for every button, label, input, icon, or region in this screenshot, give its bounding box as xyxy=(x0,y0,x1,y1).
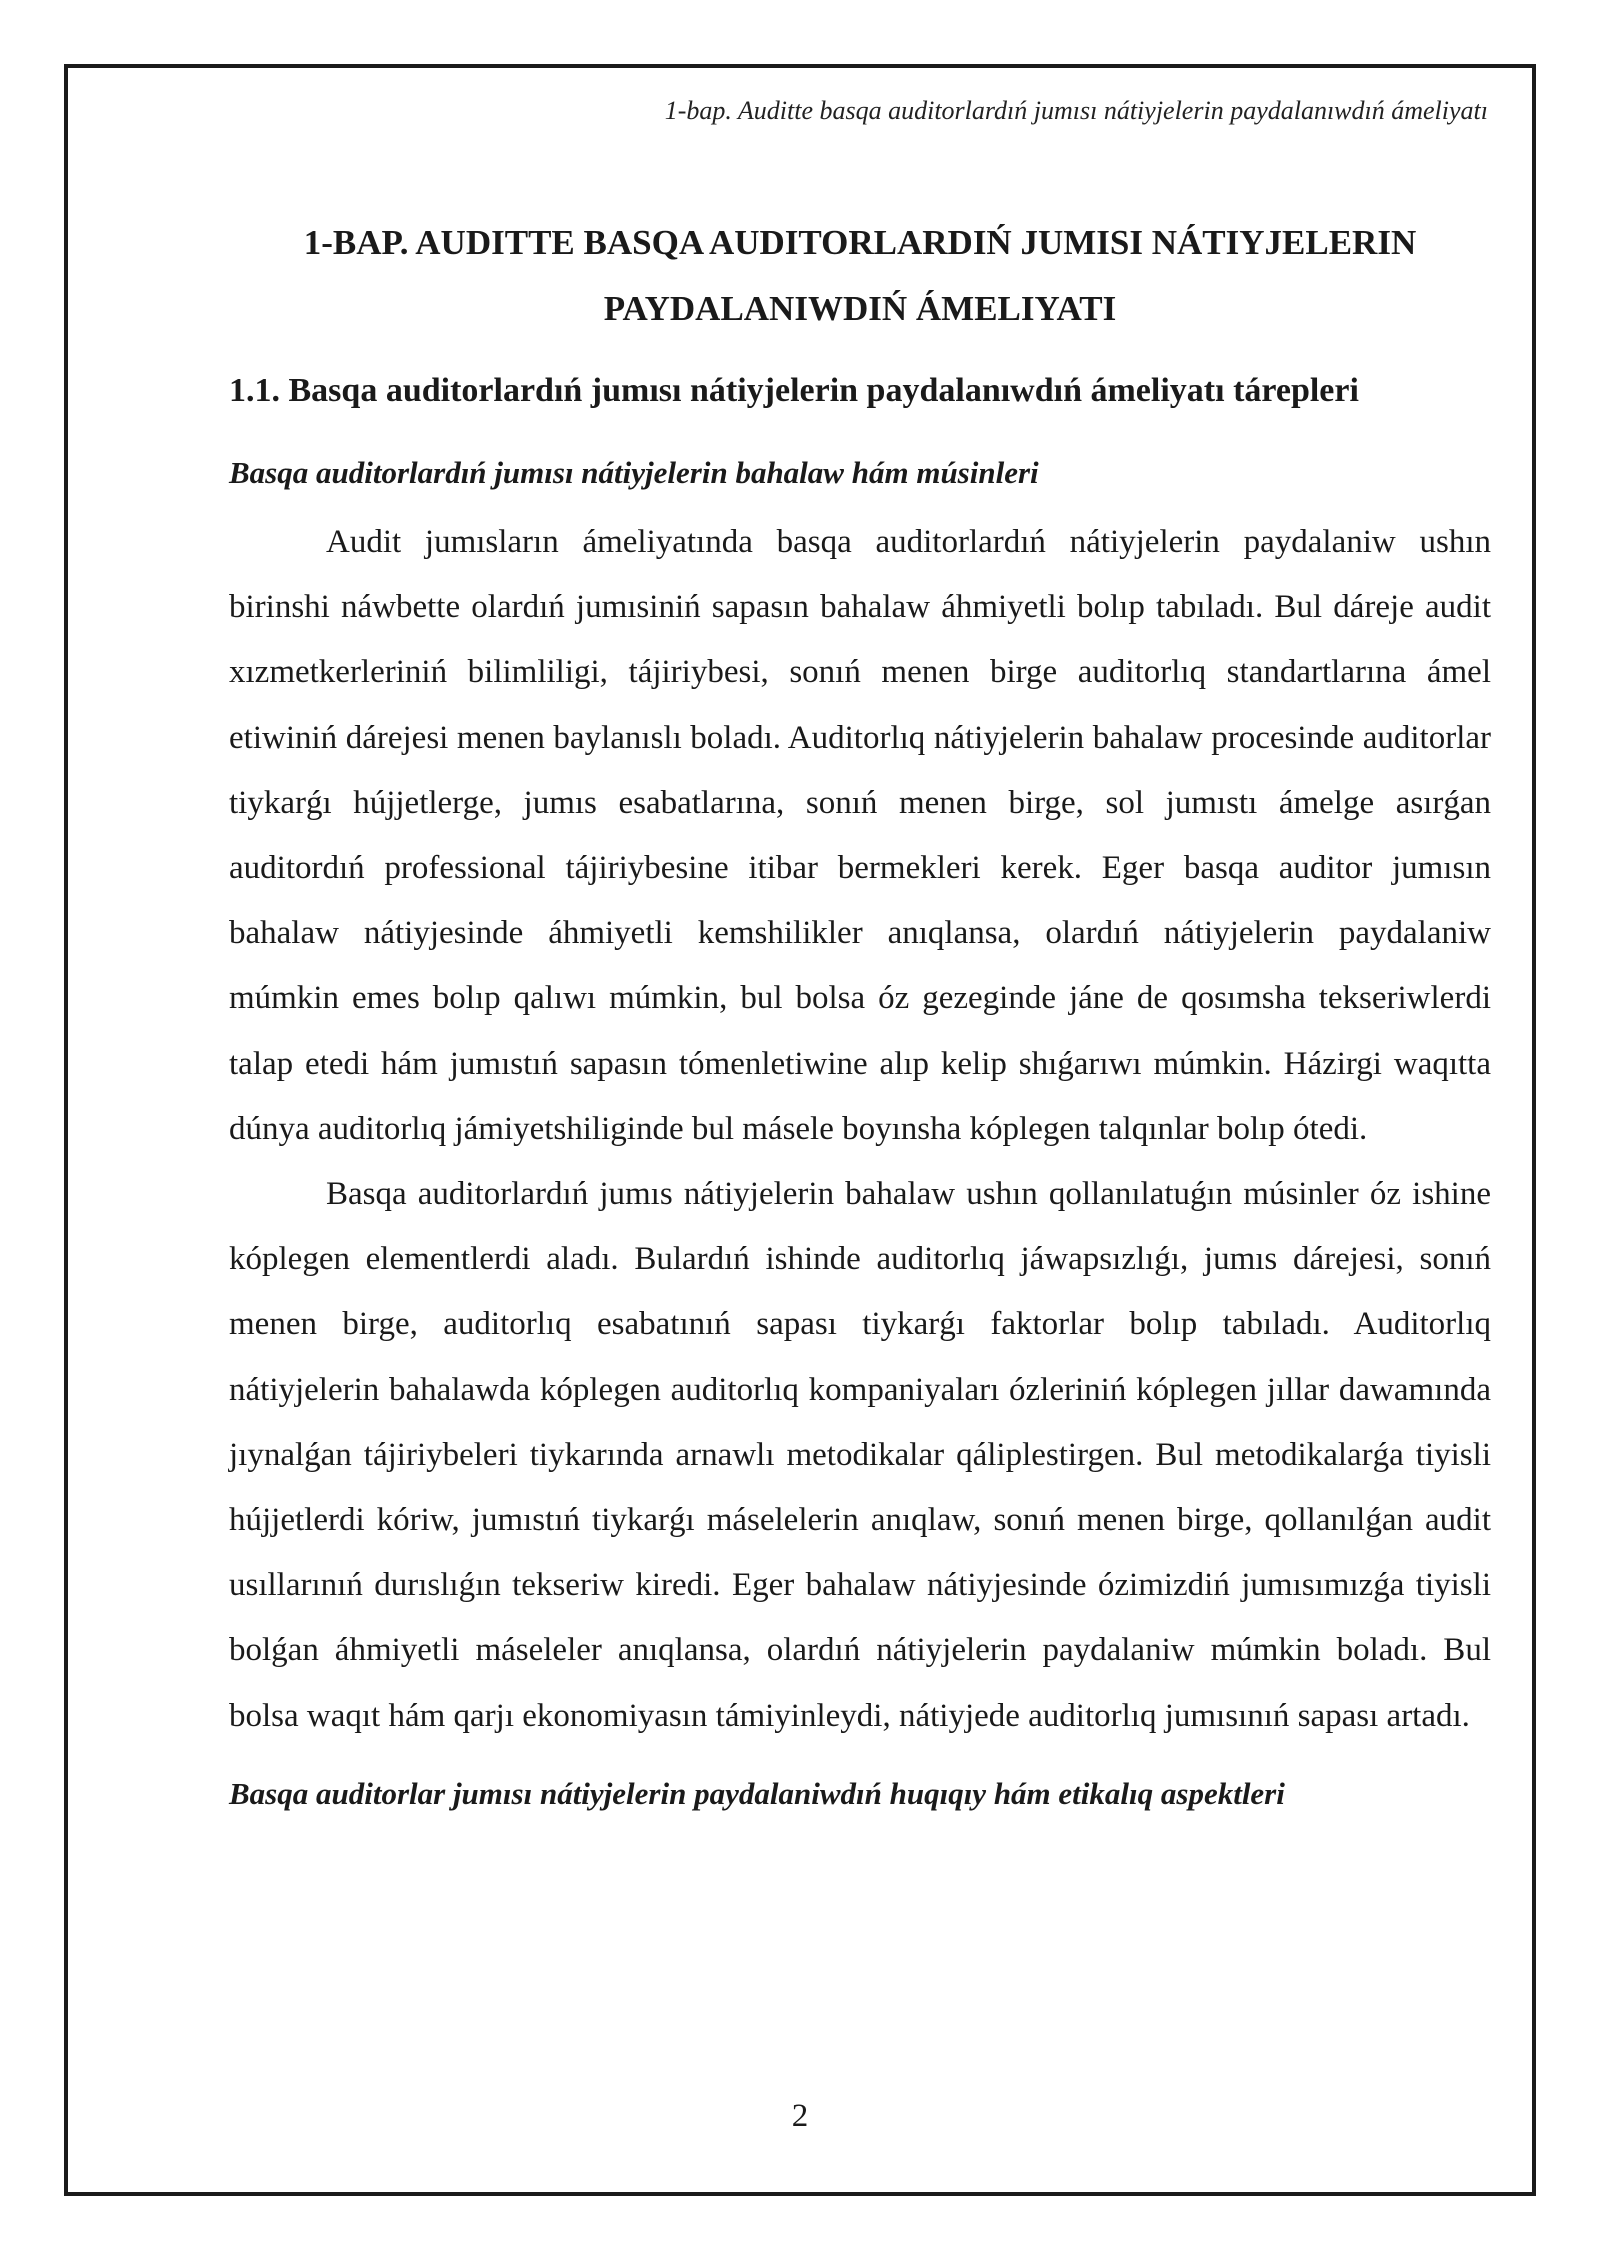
chapter-title xyxy=(229,210,1491,342)
chapter-title-line-1: 1-BAP. AUDITTE BASQA AUDITORLARDIŃ JUMISI NÁTIYJELERIN xyxy=(303,223,1417,262)
body-paragraph-1: Audit jumısların ámeliyatında basqa auditorlardıń nátiyjelerin paydalaniw ushın birinshi náwbette olardıń jumısiniń sapasın bahalaw áhmiyetli bolıp tabıladı. Bul dáreje audit xızmetkerleriniń bilimliligi, tájiriybesi, sonıń menen birge auditorlıq standartlarına ámel etiwiniń dárejesi menen baylanıslı boladı. Auditorlıq nátiyjelerin bahalaw procesinde auditorlar tiykarǵı hújjetlerge, jumıs esabatlarına, sonıń menen birge, sol jumıstı ámelge asırǵan auditordıń professional tájiriybesine itibar bermekleri kerek. Eger basqa auditor jumısın bahalaw nátiyjesinde áhmiyetli kemshilikler anıqlansa, olardıń nátiyjelerin paydalaniw múmkin emes bolıp qalıwı múmkin, bul bolsa óz gezeginde jáne de qosımsha tekseriwlerdi talap etedi hám jumıstıń sapasın tómenletiwine alıp kelip shıǵarıwı múmkin. Házirgi waqıtta dúnya auditorlıq jámiyetshiliginde bul másele boyınsha kóplegen talqınlar bolıp ótedi. xyxy=(229,524,1491,1147)
body-paragraph-2: Basqa auditorlardıń jumıs nátiyjelerin bahalaw ushın qollanılatuǵın músinler óz ishine kóplegen elementlerdi aladı. Bulardıń ishinde auditorlıq jáwapsızlıǵı, jumıs dárejesi, sonıń menen birge, auditorlıq esabatınıń sapası tiykarǵı faktorlar bolıp tabıladı. Auditorlıq nátiyjelerin bahalawda kóplegen auditorlıq kompaniyaları ózleriniń kóplegen jıllar dawamında jıynalǵan tájiriybeleri tiykarında arnawlı metodikalar qáliplestirgen. Bul metodikalarǵa tiyisli hújjetlerdi kóriw, jumıstıń tiykarǵı máselelerin anıqlaw, sonıń menen birge, qollanılǵan audit usıllarınıń durıslıǵın tekseriw kiredi. Eger bahalaw nátiyjesinde ózimizdiń jumısımızǵa tiyisli bolǵan áhmiyetli máseleler anıqlansa, olardıń nátiyjelerin paydalaniw múmkin boladı. Bul bolsa waqıt hám qarjı ekonomiyasın támiyinleydi, nátiyjede auditorlıq jumısınıń sapası artadı. xyxy=(229,1176,1491,1734)
running-header: 1-bap. Auditte basqa auditorlardıń jumısı nátiyjelerin paydalanıwdıń ámeliyatı xyxy=(664,96,1488,125)
page-content xyxy=(229,210,1491,1831)
subsection-title-1: Basqa auditorlardıń jumısı nátiyjelerin bahalaw hám músinleri xyxy=(229,455,1039,490)
section-title: 1.1. Basqa auditorlardıń jumısı nátiyjelerin paydalanıwdıń ámeliyatı tárepleri xyxy=(229,372,1359,409)
chapter-title-line-2: PAYDALANIWDIŃ ÁMELIYATI xyxy=(603,289,1117,328)
subsection-title-2: Basqa auditorlar jumısı nátiyjelerin paydalaniwdıń huqıqıy hám etikalıq aspektleri xyxy=(229,1775,1285,1811)
page-number: 2 xyxy=(791,2098,809,2134)
